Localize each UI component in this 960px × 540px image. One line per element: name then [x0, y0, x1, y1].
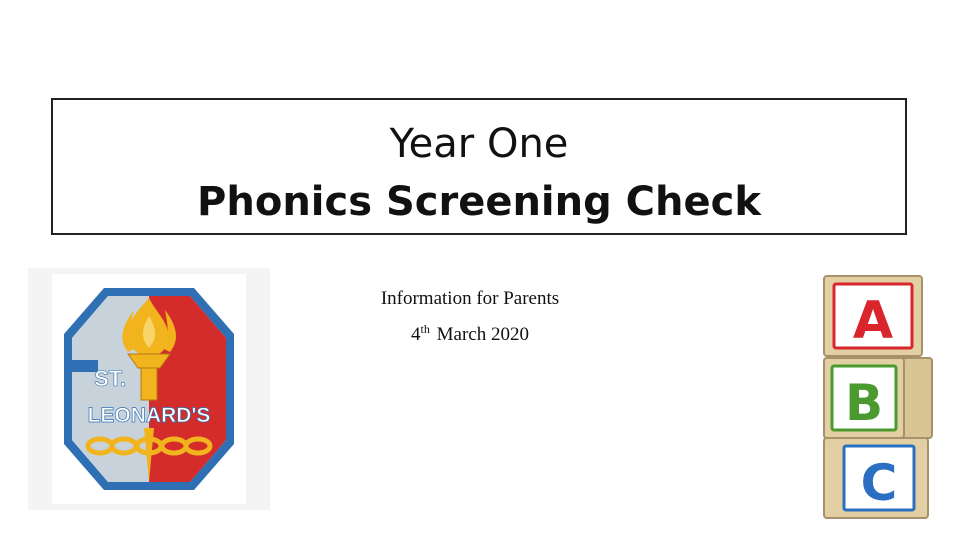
crest-text-main: LEONARD'S	[87, 404, 211, 427]
block-letter-c: C	[860, 454, 898, 512]
title-box	[51, 98, 907, 235]
info-for-parents: Information for Parents	[380, 288, 560, 309]
block-letter-b: B	[844, 374, 884, 432]
block-letter-a: A	[852, 291, 894, 351]
date-rest: March 2020	[436, 324, 529, 345]
title-line-phonics: Phonics Screening Check	[197, 179, 761, 225]
school-crest-logo	[28, 268, 270, 510]
info-date	[300, 321, 640, 346]
date-day: 4	[411, 324, 421, 345]
abc-blocks-illustration	[818, 272, 934, 522]
title-line-year-one: Year One	[389, 121, 569, 167]
date-suffix: th	[420, 321, 430, 336]
crest-text-st: ST.	[94, 366, 126, 391]
